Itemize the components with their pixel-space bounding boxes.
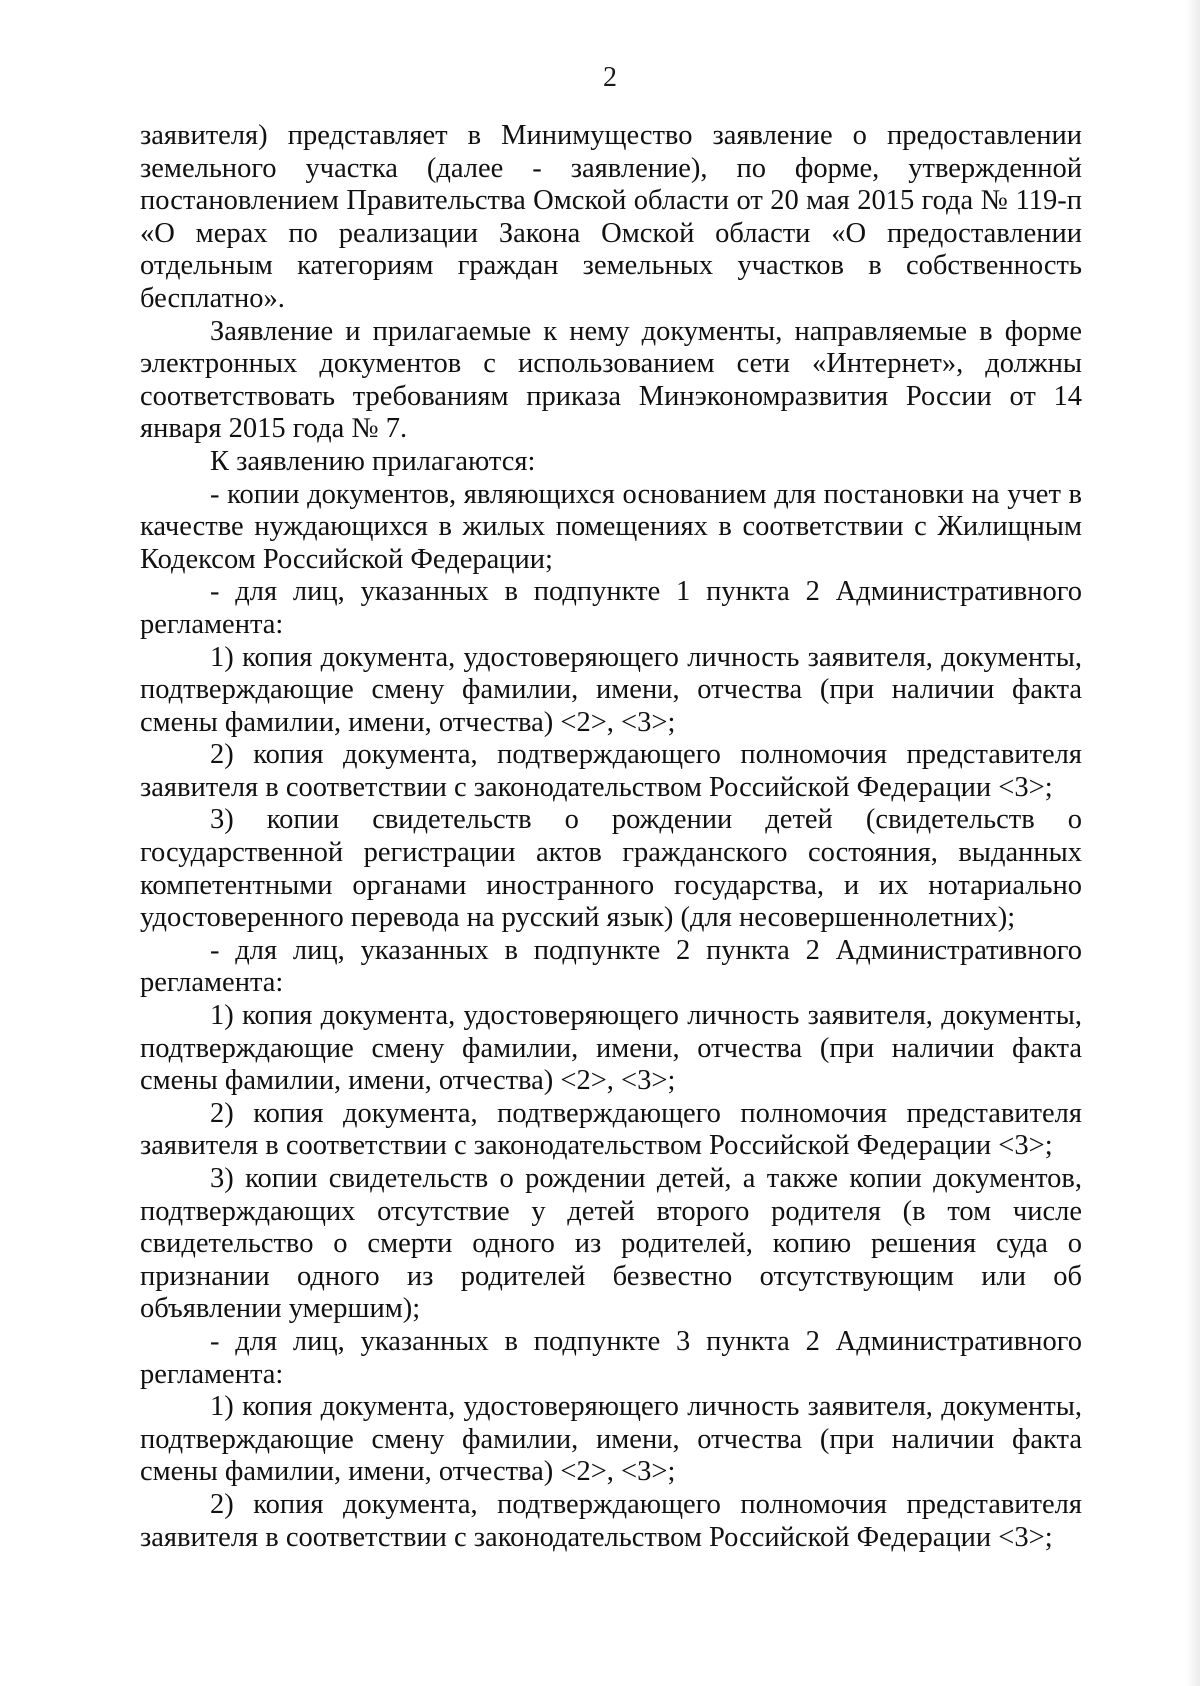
paragraph-5: - для лиц, указанных в подпункте 1 пункта 2 Административного регламента: — [140, 576, 1082, 640]
paragraph-10: 1) копия документа, удостоверяющего личность заявителя, документы, подтверждающие смену фамилии, имени, отчества (при наличии факта смены фамилии, имени, отчества) <2>, <3>; — [140, 1000, 1082, 1097]
document-body — [140, 120, 1082, 1554]
paragraph-1: заявителя) представляет в Минимущество заявление о предоставлении земельного участка (далее - заявление), по форме, утвержденной постановлением Правительства Омской области от 20 мая 2015 года № 119-п «О мерах по реализации Закона Омской области «О предоставлении отдельным категориям граждан земельных участков в собственность бесплатно». — [140, 120, 1082, 314]
page-number: 2 — [603, 62, 617, 93]
paragraph-6: 1) копия документа, удостоверяющего личность заявителя, документы, подтверждающие смену фамилии, имени, отчества (при наличии факта смены фамилии, имени, отчества) <2>, <3>; — [140, 641, 1082, 738]
paragraph-2: Заявление и прилагаемые к нему документы, направляемые в форме электронных документов с использованием сети «Интернет», должны соответствовать требованиям приказа Минэкономразвития России от 14 января 2015 года № 7. — [140, 315, 1082, 445]
paragraph-15: 2) копия документа, подтверждающего полномочия представителя заявителя в соответствии с законодательством Российской Федерации <3>; — [140, 1488, 1082, 1553]
paragraph-11: 2) копия документа, подтверждающего полномочия представителя заявителя в соответствии с законодательством Российской Федерации <3>; — [140, 1097, 1082, 1162]
paragraph-8: 3) копии свидетельств о рождении детей (свидетельств о государственной регистрации актов гражданского состояния, выданных компетентными органами иностранного государства, и их нотариально удостоверенного перевода на русский язык) (для несовершеннолетних); — [140, 804, 1082, 934]
paragraph-14: 1) копия документа, удостоверяющего личность заявителя, документы, подтверждающие смену фамилии, имени, отчества (при наличии факта смены фамилии, имени, отчества) <2>, <3>; — [140, 1391, 1082, 1488]
scan-edge-shadow — [1186, 0, 1200, 1686]
paragraph-3: К заявлению прилагаются: — [210, 445, 536, 477]
paragraph-9: - для лиц, указанных в подпункте 2 пункта 2 Административного регламента: — [140, 934, 1082, 999]
paragraph-7: 2) копия документа, подтверждающего полномочия представителя заявителя в соответствии с законодательством Российской Федерации <3>; — [140, 739, 1082, 803]
paragraph-13: - для лиц, указанных в подпункте 3 пункта 2 Административного регламента: — [140, 1325, 1082, 1390]
paragraph-12: 3) копии свидетельств о рождении детей, а также копии документов, подтверждающих отсутствие у детей второго родителя (в том числе свидетельство о смерти одного из родителей, копию решения суда о признании одного из родителей безвестно отсутствующим или об объявлении умершим); — [140, 1163, 1082, 1325]
paragraph-4: - копии документов, являющихся основанием для постановки на учет в качестве нуждающихся в жилых помещениях в соответствии с Жилищным Кодексом Российской Федерации; — [140, 478, 1082, 575]
